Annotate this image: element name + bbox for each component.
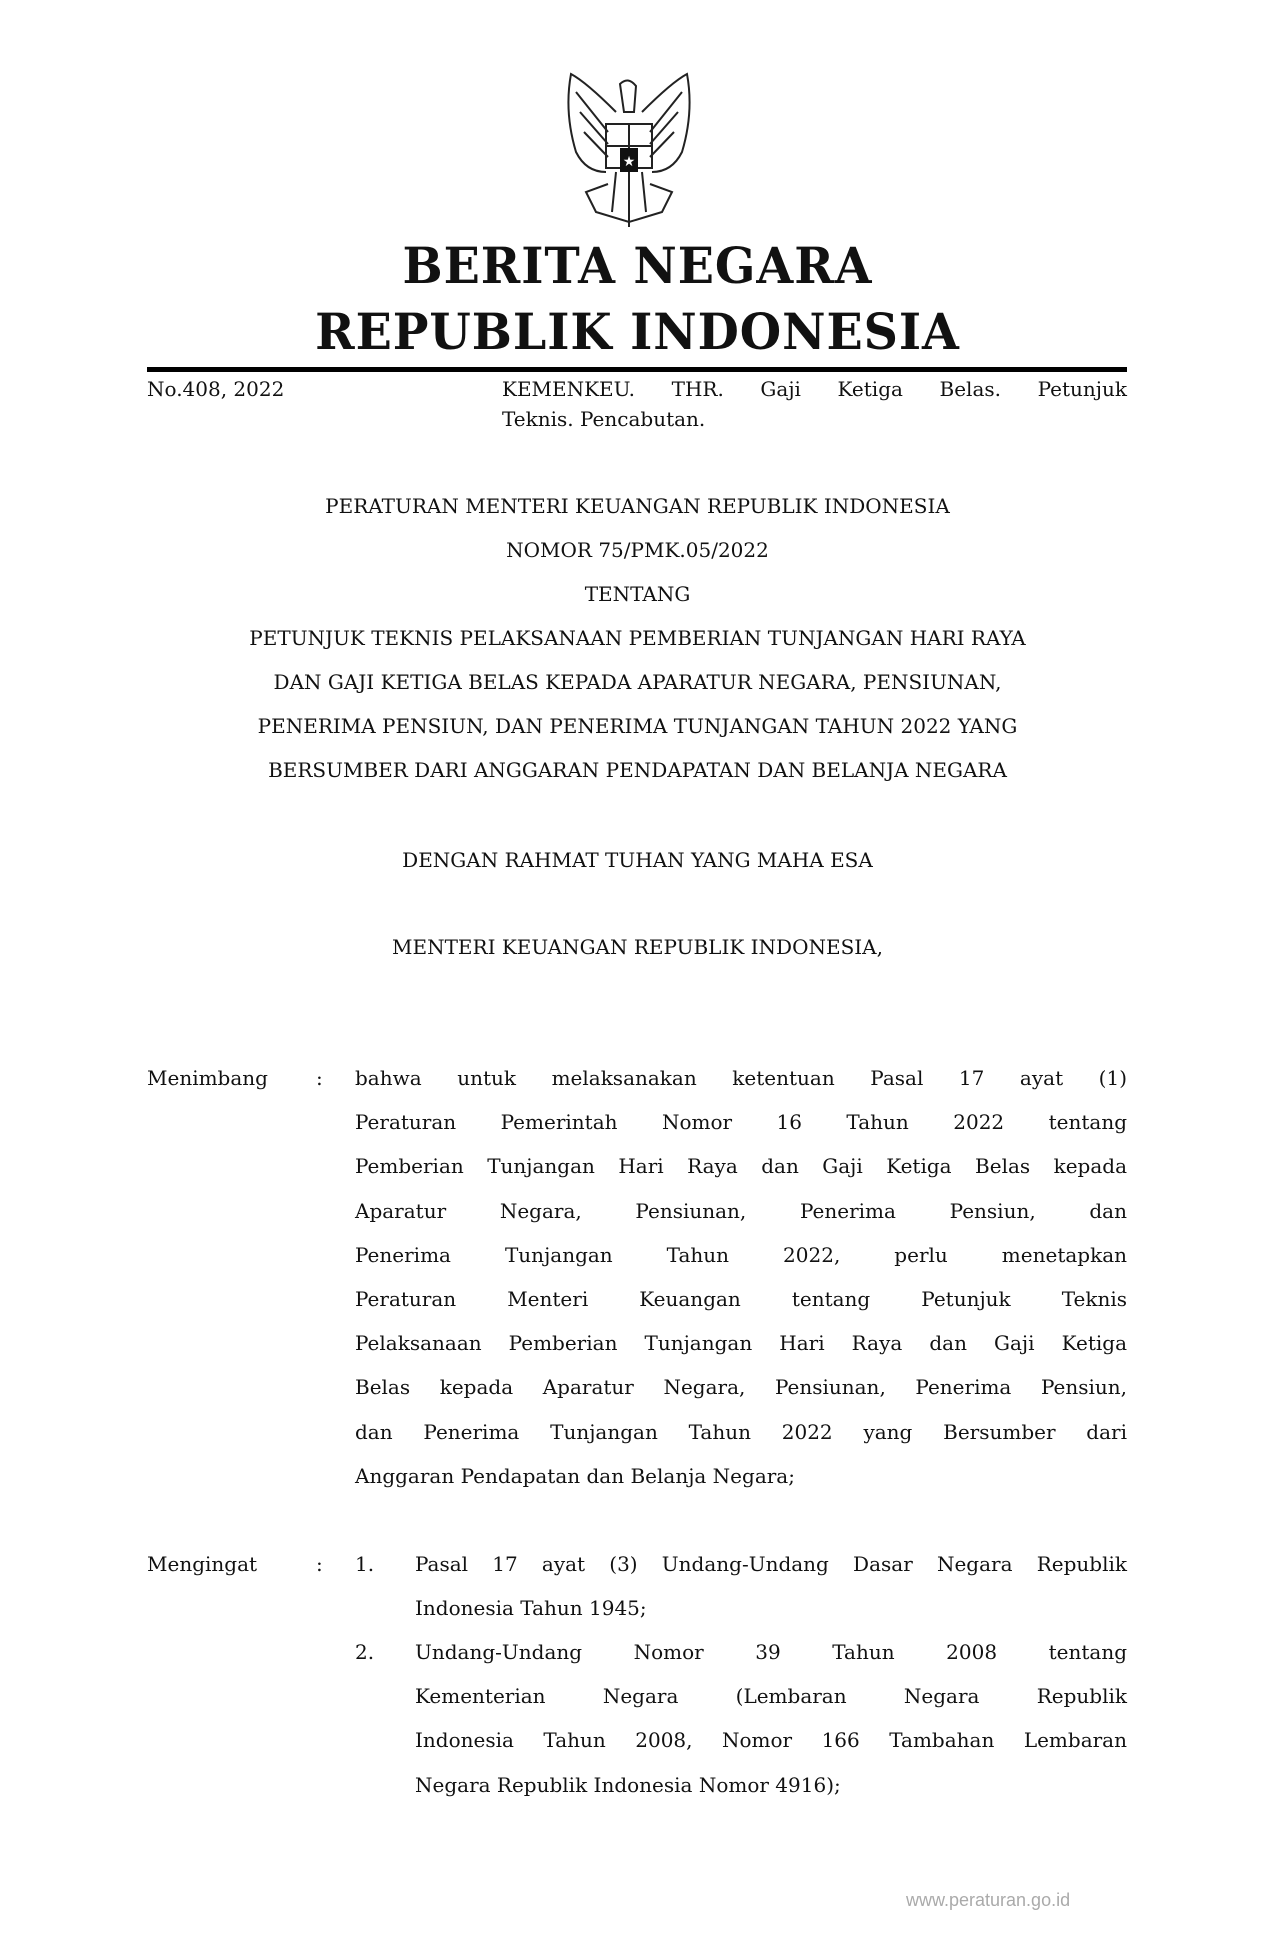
gazette-subject <box>502 374 1127 434</box>
text-line: Pasal 17 ayat (3) Undang-Undang Dasar Negara Republik <box>415 1552 1127 1576</box>
invocation: DENGAN RAHMAT TUHAN YANG MAHA ESA <box>402 848 873 872</box>
heading-line: PENERIMA PENSIUN, DAN PENERIMA TUNJANGAN TAHUN 2022 YANG <box>257 714 1018 738</box>
text-line: Pelaksanaan Pemberian Tunjangan Hari Raya dan Gaji Ketiga <box>355 1331 1127 1356</box>
subject-line: KEMENKEU. THR. Gaji Ketiga Belas. Petunjuk <box>502 377 1127 401</box>
mengingat-colon: : <box>316 1552 323 1576</box>
item-number: 2. <box>355 1640 375 1664</box>
text-line: Kementerian Negara (Lembaran Negara Republik <box>415 1684 1127 1709</box>
mengingat-label: Mengingat <box>147 1552 258 1576</box>
heading-line: PERATURAN MENTERI KEUANGAN REPUBLIK INDONESIA <box>325 494 950 518</box>
menimbang-label: Menimbang <box>147 1066 268 1090</box>
gazette-number: No.408, 2022 <box>147 377 285 401</box>
text-line: Anggaran Pendapatan dan Belanja Negara; <box>355 1463 795 1488</box>
text-line: Belas kepada Aparatur Negara, Pensiunan, Penerima Pensiun, <box>355 1375 1127 1400</box>
text-line: bahwa untuk melaksanakan ketentuan Pasal 17 ayat (1) <box>355 1066 1127 1090</box>
footer-url-link[interactable]: www.peraturan.go.id <box>906 1890 1071 1910</box>
text-line: dan Penerima Tunjangan Tahun 2022 yang Bersumber dari <box>355 1419 1127 1444</box>
title-line2: REPUBLIK INDONESIA <box>315 302 960 361</box>
text-line: Peraturan Menteri Keuangan tentang Petunjuk Teknis <box>355 1286 1127 1311</box>
heading-line: PETUNJUK TEKNIS PELAKSANAAN PEMBERIAN TUNJANGAN HARI RAYA <box>249 626 1026 650</box>
text-line: Indonesia Tahun 2008, Nomor 166 Tambahan Lembaran <box>415 1728 1127 1753</box>
text-line: Indonesia Tahun 1945; <box>415 1596 647 1621</box>
text-line: Peraturan Pemerintah Nomor 16 Tahun 2022 tentang <box>355 1110 1127 1135</box>
item-number: 1. <box>355 1552 375 1576</box>
text-line: Negara Republik Indonesia Nomor 4916); <box>415 1772 841 1797</box>
menimbang-text <box>355 1056 1127 1498</box>
text-line: Undang-Undang Nomor 39 Tahun 2008 tentang <box>415 1640 1127 1664</box>
mengingat-item-1 <box>415 1542 1127 1630</box>
text-line: Penerima Tunjangan Tahun 2022, perlu menetapkan <box>355 1242 1127 1267</box>
heading-line: DAN GAJI KETIGA BELAS KEPADA APARATUR NEGARA, PENSIUNAN, <box>273 670 1002 694</box>
authority: MENTERI KEUANGAN REPUBLIK INDONESIA, <box>392 935 883 959</box>
heading-line: TENTANG <box>584 582 691 606</box>
subject-line: Teknis. Pencabutan. <box>502 407 706 431</box>
title-line1: BERITA NEGARA <box>402 236 873 295</box>
mengingat-item-2 <box>415 1630 1127 1807</box>
heading-line: BERSUMBER DARI ANGGARAN PENDAPATAN DAN BELANJA NEGARA <box>268 758 1007 782</box>
heading-line: NOMOR 75/PMK.05/2022 <box>506 538 769 562</box>
garuda-emblem-icon <box>556 72 702 232</box>
text-line: Aparatur Negara, Pensiunan, Penerima Pensiun, dan <box>355 1198 1127 1223</box>
regulation-heading <box>0 484 1275 792</box>
svg-text:★: ★ <box>622 154 636 170</box>
menimbang-colon: : <box>316 1066 323 1090</box>
text-line: Pemberian Tunjangan Hari Raya dan Gaji Ketiga Belas kepada <box>355 1154 1127 1179</box>
header-rule <box>147 367 1127 372</box>
